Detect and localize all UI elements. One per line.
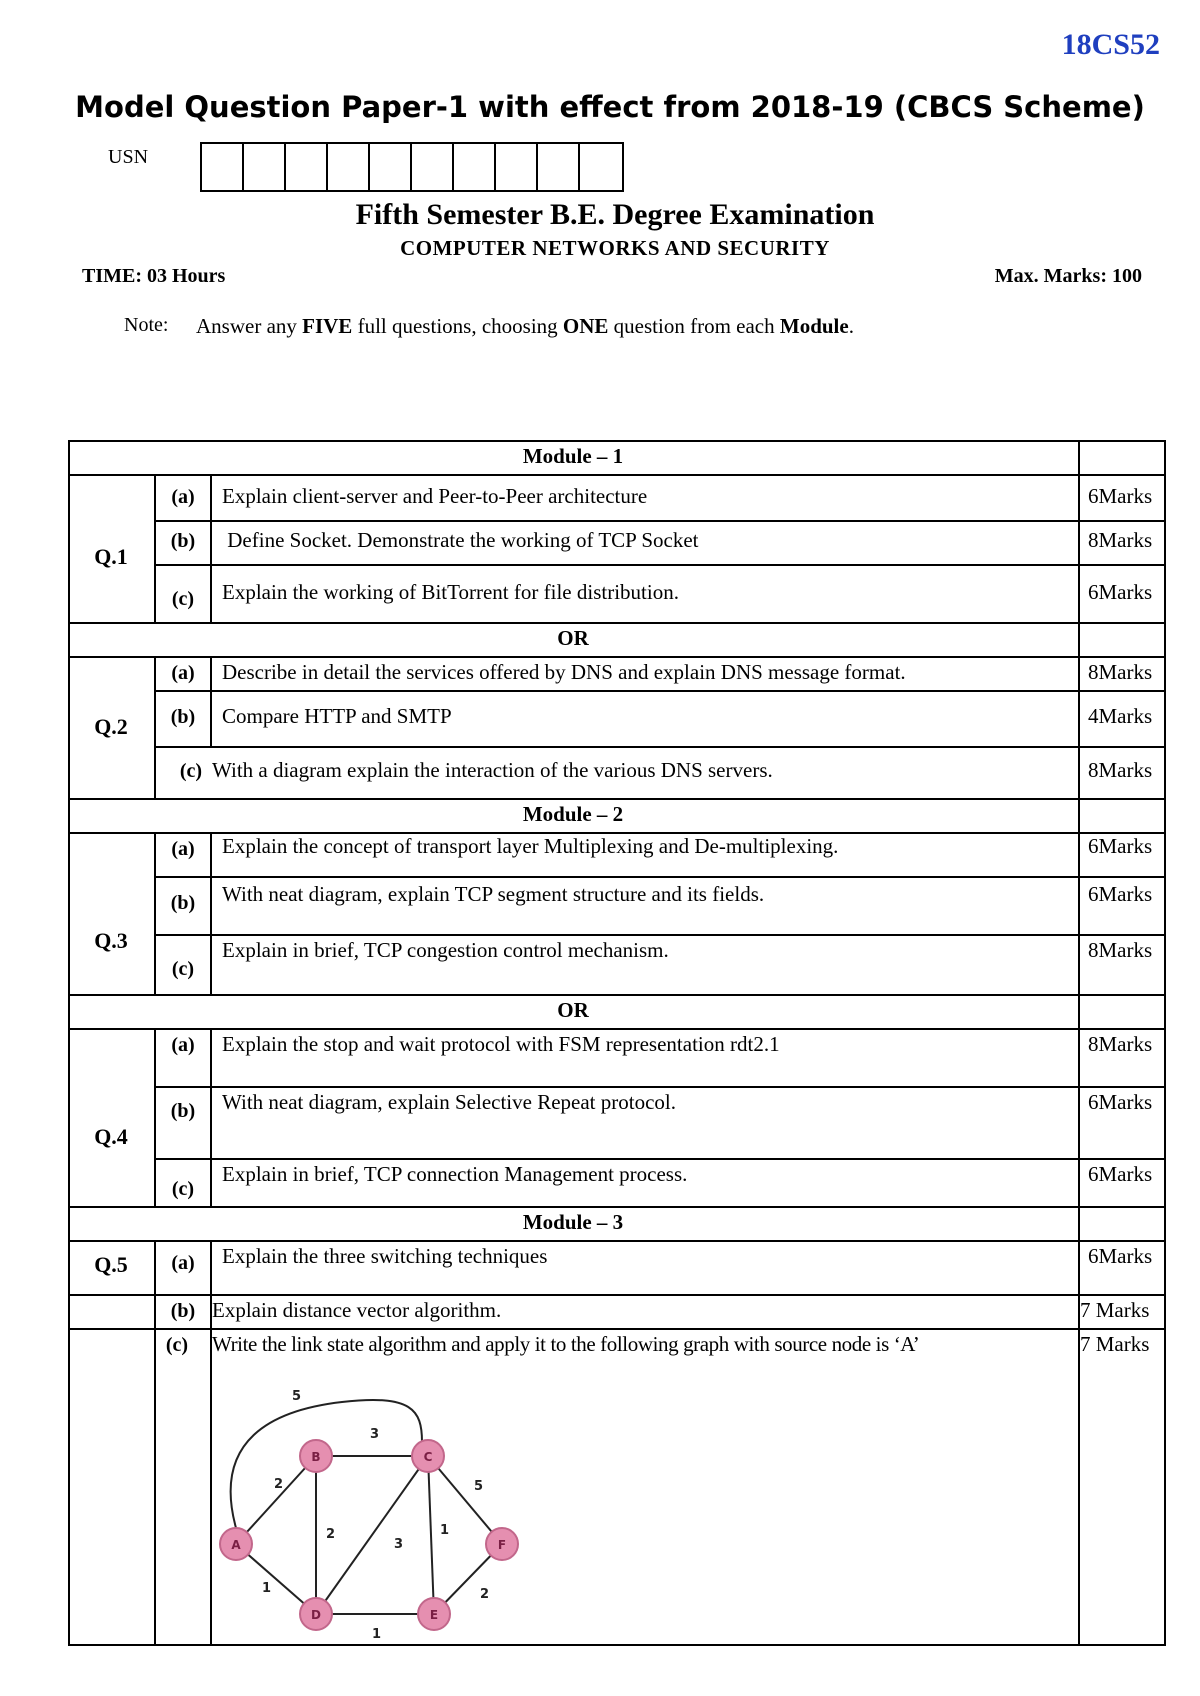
usn-digit-box[interactable]: [454, 144, 496, 190]
usn-digit-box[interactable]: [580, 144, 622, 190]
node-label: F: [497, 1538, 507, 1552]
edge-weight-label: 5: [474, 1479, 484, 1494]
question-text: Explain the stop and wait protocol with FSM representation rdt2.1: [222, 1032, 780, 1056]
usn-label: USN: [108, 146, 149, 168]
table-border: [154, 876, 1166, 878]
table-border: [68, 656, 1166, 658]
marks-value: 6Marks: [1088, 580, 1153, 604]
marks-value: 7 Marks: [1080, 1332, 1150, 1356]
question-text: Compare HTTP and SMTP: [222, 704, 452, 728]
question-text: With neat diagram, explain Selective Repeat protocol.: [222, 1090, 676, 1114]
table-border: [68, 1240, 1166, 1242]
question-number: Q.4: [94, 1124, 128, 1149]
table-border: [210, 474, 212, 624]
note-part: question from each: [608, 314, 780, 338]
question-text: Explain client-server and Peer-to-Peer architecture: [222, 484, 648, 508]
node-label: E: [429, 1608, 439, 1622]
question-number: Q.1: [94, 544, 128, 569]
table-border: [210, 1028, 212, 1208]
table-border: [154, 520, 1166, 522]
course-name: COMPUTER NETWORKS AND SECURITY: [400, 236, 830, 260]
note-label: Note:: [124, 314, 169, 336]
or-divider: OR: [557, 998, 589, 1022]
table-border: [68, 1294, 1166, 1296]
usn-digit-box[interactable]: [286, 144, 328, 190]
part-label: (a): [171, 486, 195, 508]
marks-value: 8Marks: [1088, 528, 1153, 552]
question-text: Explain distance vector algorithm.: [212, 1298, 502, 1322]
edge-weight-label: 2: [480, 1587, 490, 1602]
node-label: C: [423, 1450, 433, 1464]
table-border: [154, 564, 1166, 566]
part-label: (a): [171, 1252, 195, 1274]
part-label: (a): [171, 1034, 195, 1056]
edge-weight-label: 2: [326, 1527, 336, 1542]
usn-digit-box[interactable]: [496, 144, 538, 190]
marks-value: 8Marks: [1088, 660, 1153, 684]
edge-weight-label: 1: [372, 1627, 382, 1640]
module-2-heading: Module – 2: [522, 802, 624, 826]
node-label: D: [311, 1608, 321, 1622]
part-label: (c): [171, 958, 195, 980]
question-text: Explain the working of BitTorrent for file distribution.: [222, 580, 679, 604]
table-border: [68, 1206, 1166, 1208]
question-text: With a diagram explain the interaction of the various DNS servers.: [212, 758, 773, 782]
part-label: (b): [170, 706, 196, 728]
part-label: (a): [171, 838, 195, 860]
paper-title: Model Question Paper-1 with effect from 2018-19 (CBCS Scheme): [75, 90, 1145, 124]
graph-edge-AB: [236, 1456, 316, 1544]
question-text: Explain in brief, TCP congestion control mechanism.: [222, 938, 669, 962]
marks-value: 6Marks: [1088, 1090, 1153, 1114]
subject-code: 18CS52: [1061, 28, 1160, 61]
marks-value: 8Marks: [1088, 1032, 1153, 1056]
marks-value: 6Marks: [1088, 1162, 1153, 1186]
edge-weight-label: 3: [370, 1427, 380, 1442]
question-text: Explain in brief, TCP connection Management process.: [222, 1162, 688, 1186]
usn-input-boxes[interactable]: [200, 142, 624, 192]
table-border: [68, 440, 1166, 442]
node-label: A: [231, 1538, 241, 1552]
table-border: [68, 1028, 1166, 1030]
table-border: [210, 656, 212, 746]
marks-value: 8Marks: [1088, 938, 1153, 962]
edge-weight-label: 2: [274, 1477, 284, 1492]
module-1-heading: Module – 1: [522, 444, 624, 468]
table-border: [154, 746, 1166, 748]
part-label: (c): [171, 1178, 195, 1200]
note-text: [196, 314, 854, 339]
usn-digit-box[interactable]: [412, 144, 454, 190]
question-number: Q.5: [94, 1252, 128, 1277]
node-label: B: [311, 1450, 321, 1464]
note-part: full questions, choosing: [352, 314, 563, 338]
table-border: [68, 798, 1166, 800]
table-border: [68, 474, 1166, 476]
table-border: [154, 934, 1166, 936]
table-border: [1164, 440, 1166, 1646]
usn-digit-box[interactable]: [370, 144, 412, 190]
max-marks: Max. Marks: 100: [994, 265, 1142, 287]
part-label: (b): [170, 1300, 196, 1322]
table-border: [154, 1158, 1166, 1160]
table-border: [68, 1644, 1166, 1646]
note-part: ONE: [562, 314, 609, 338]
question-text: Explain the three switching techniques: [222, 1244, 548, 1268]
question-text: Explain the concept of transport layer Multiplexing and De-multiplexing.: [222, 834, 839, 858]
question-text: Write the link state algorithm and apply it to the following graph with source node is ‘A’: [212, 1332, 920, 1356]
note-part: Answer any: [196, 314, 303, 338]
marks-value: 6Marks: [1088, 834, 1153, 858]
part-label: (b): [170, 530, 196, 552]
module-3-heading: Module – 3: [522, 1210, 624, 1234]
marks-value: 7 Marks: [1080, 1298, 1150, 1322]
edge-weight-label: 3: [394, 1537, 404, 1552]
edge-weight-label: 5: [292, 1389, 302, 1404]
table-border: [68, 994, 1166, 996]
exam-name: Fifth Semester B.E. Degree Examination: [355, 198, 875, 231]
network-graph-diagram: [212, 1380, 552, 1640]
or-divider: OR: [557, 626, 589, 650]
edge-weight-label: 1: [440, 1523, 450, 1538]
marks-value: 8Marks: [1088, 758, 1153, 782]
part-label: (c): [179, 760, 203, 782]
part-label: (b): [170, 892, 196, 914]
table-border: [68, 622, 1166, 624]
exam-time: TIME: 03 Hours: [82, 265, 226, 287]
question-number: Q.3: [94, 928, 128, 953]
question-text: Describe in detail the services offered by DNS and explain DNS message format.: [222, 660, 906, 684]
part-label: (a): [171, 662, 195, 684]
part-label: (c): [171, 588, 195, 610]
table-border: [154, 1086, 1166, 1088]
marks-value: 6Marks: [1088, 1244, 1153, 1268]
table-border: [1078, 440, 1080, 1646]
table-border: [68, 440, 70, 1646]
note-part: .: [848, 314, 854, 338]
table-border: [68, 1328, 1166, 1330]
note-part: FIVE: [302, 314, 353, 338]
question-text: With neat diagram, explain TCP segment structure and its fields.: [222, 882, 765, 906]
question-text: Define Socket. Demonstrate the working of TCP Socket: [222, 528, 699, 552]
question-number: Q.2: [94, 714, 128, 739]
note-part: Module: [779, 314, 849, 338]
part-label: (b): [170, 1100, 196, 1122]
table-border: [210, 832, 212, 996]
edge-weight-label: 1: [262, 1581, 272, 1596]
usn-digit-box[interactable]: [244, 144, 286, 190]
usn-digit-box[interactable]: [538, 144, 580, 190]
table-border: [154, 690, 1166, 692]
marks-value: 6Marks: [1088, 882, 1153, 906]
usn-digit-box[interactable]: [202, 144, 244, 190]
part-label: (c): [165, 1334, 189, 1356]
graph-edge-CE: [428, 1456, 434, 1614]
marks-value: 4Marks: [1088, 704, 1153, 728]
usn-digit-box[interactable]: [328, 144, 370, 190]
marks-value: 6Marks: [1088, 484, 1153, 508]
